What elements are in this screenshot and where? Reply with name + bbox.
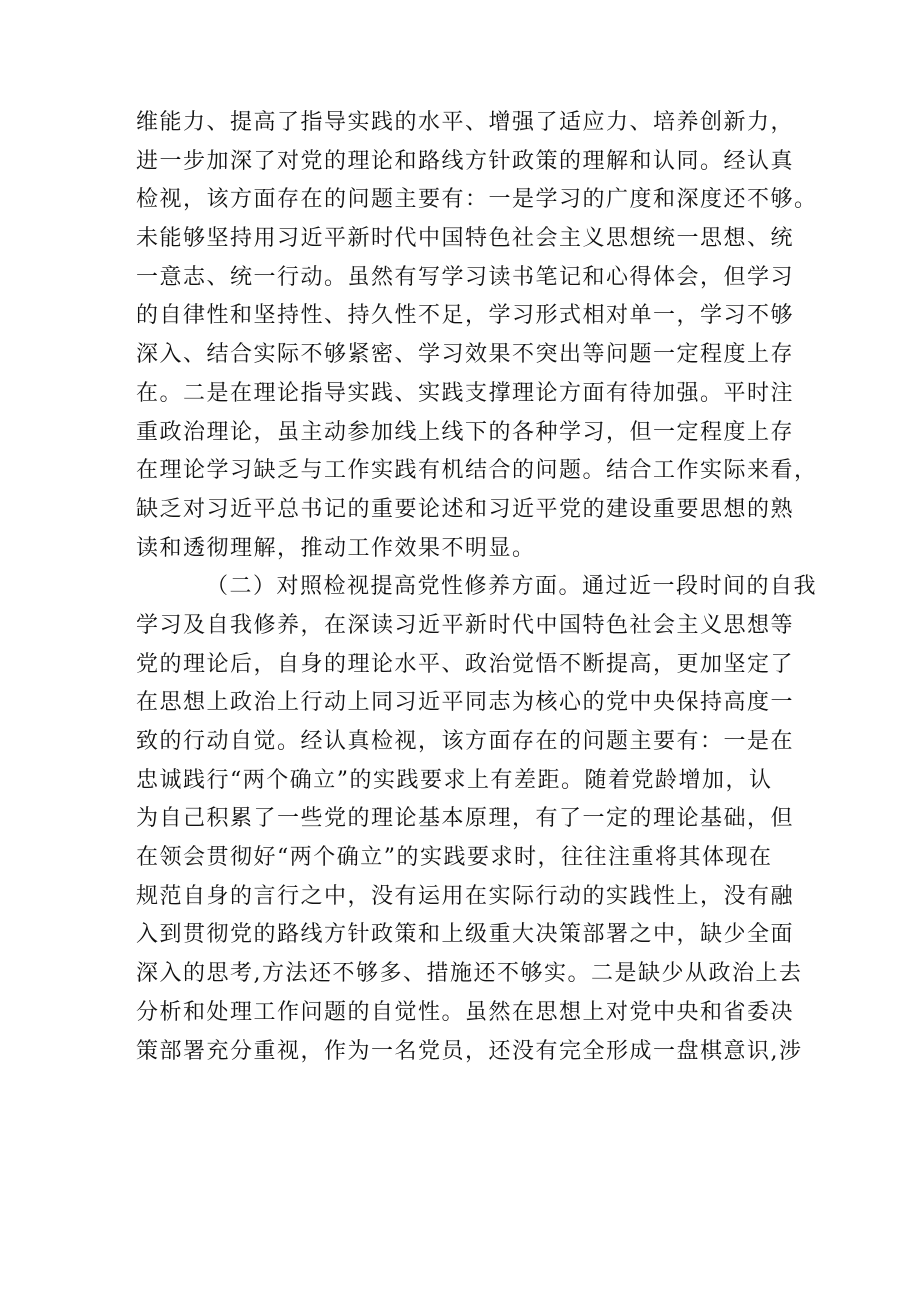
text-line: 未能够坚持用习近平新时代中国特色社会主义思想统一思想、统 — [136, 226, 795, 252]
text-line: 在思想上政治上行动上同习近平同志为核心的党中央保持高度一 — [136, 690, 795, 716]
text-line: 维能力、提高了指导实践的水平、增强了适应力、培养创新力， — [136, 110, 795, 135]
text-line: 学习及自我修养，在深读习近平新时代中国特色社会主义思想等 — [136, 612, 795, 638]
text-line: 致的行动自觉。经认真检视，该方面存在的问题主要有：一是在 — [136, 729, 795, 754]
text-line: 缺乏对习近平总书记的重要论述和习近平党的建设重要思想的熟 — [136, 496, 795, 522]
text-line: 在领会贯彻好“两个确立”的实践要求时，往往注重将其体现在 — [136, 845, 773, 871]
text-line: 党的理论后，自身的理论水平、政治觉悟不断提高，更加坚定了 — [136, 651, 795, 677]
text-line: 规范自身的言行之中，没有运用在实际行动的实践性上，没有融 — [136, 883, 795, 909]
document-body — [136, 104, 818, 1071]
text-line: 深入、结合实际不够紧密、学习效果不突出等问题一定程度上存 — [136, 342, 795, 368]
text-line-indented: （二）对照检视提高党性修养方面。通过近一段时间的自我 — [206, 574, 818, 600]
text-line: 深入的思考,方法还不够多、措施还不够实。二是缺少从政治上去 — [136, 961, 803, 987]
text-line: 在。二是在理论指导实践、实践支撑理论方面有待加强。平时注 — [136, 380, 795, 406]
text-line: 的自律性和坚持性、持久性不足，学习形式相对单一，学习不够 — [136, 303, 795, 329]
text-line: 在理论学习缺乏与工作实践有机结合的问题。结合工作实际来看， — [136, 458, 818, 484]
text-line: 分析和处理工作问题的自觉性。虽然在思想上对党中央和省委决 — [136, 999, 795, 1025]
text-line: 为自己积累了一些党的理论基本原理，有了一定的理论基础，但 — [136, 806, 795, 832]
paragraph-1 — [136, 104, 818, 568]
text-line: 策部署充分重视，作为一名党员，还没有完全形成一盘棋意识,涉 — [136, 1038, 803, 1064]
text-line: 一意志、统一行动。虽然有写学习读书笔记和心得体会，但学习 — [136, 264, 795, 290]
text-line: 重政治理论，虽主动参加线上线下的各种学习，但一定程度上存 — [136, 419, 795, 445]
text-line: 进一步加深了对党的理论和路线方针政策的理解和认同。经认真 — [136, 148, 795, 174]
text-line: 入到贯彻党的路线方针政策和上级重大决策部署之中，缺少全面 — [136, 922, 795, 948]
text-line: 忠诚践行“两个确立”的实践要求上有差距。随着党龄增加，认 — [136, 767, 773, 793]
text-line: 读和透彻理解，推动工作效果不明显。 — [136, 535, 536, 561]
text-line: 检视，该方面存在的问题主要有：一是学习的广度和深度还不够。 — [136, 187, 818, 213]
paragraph-2 — [136, 568, 818, 1071]
